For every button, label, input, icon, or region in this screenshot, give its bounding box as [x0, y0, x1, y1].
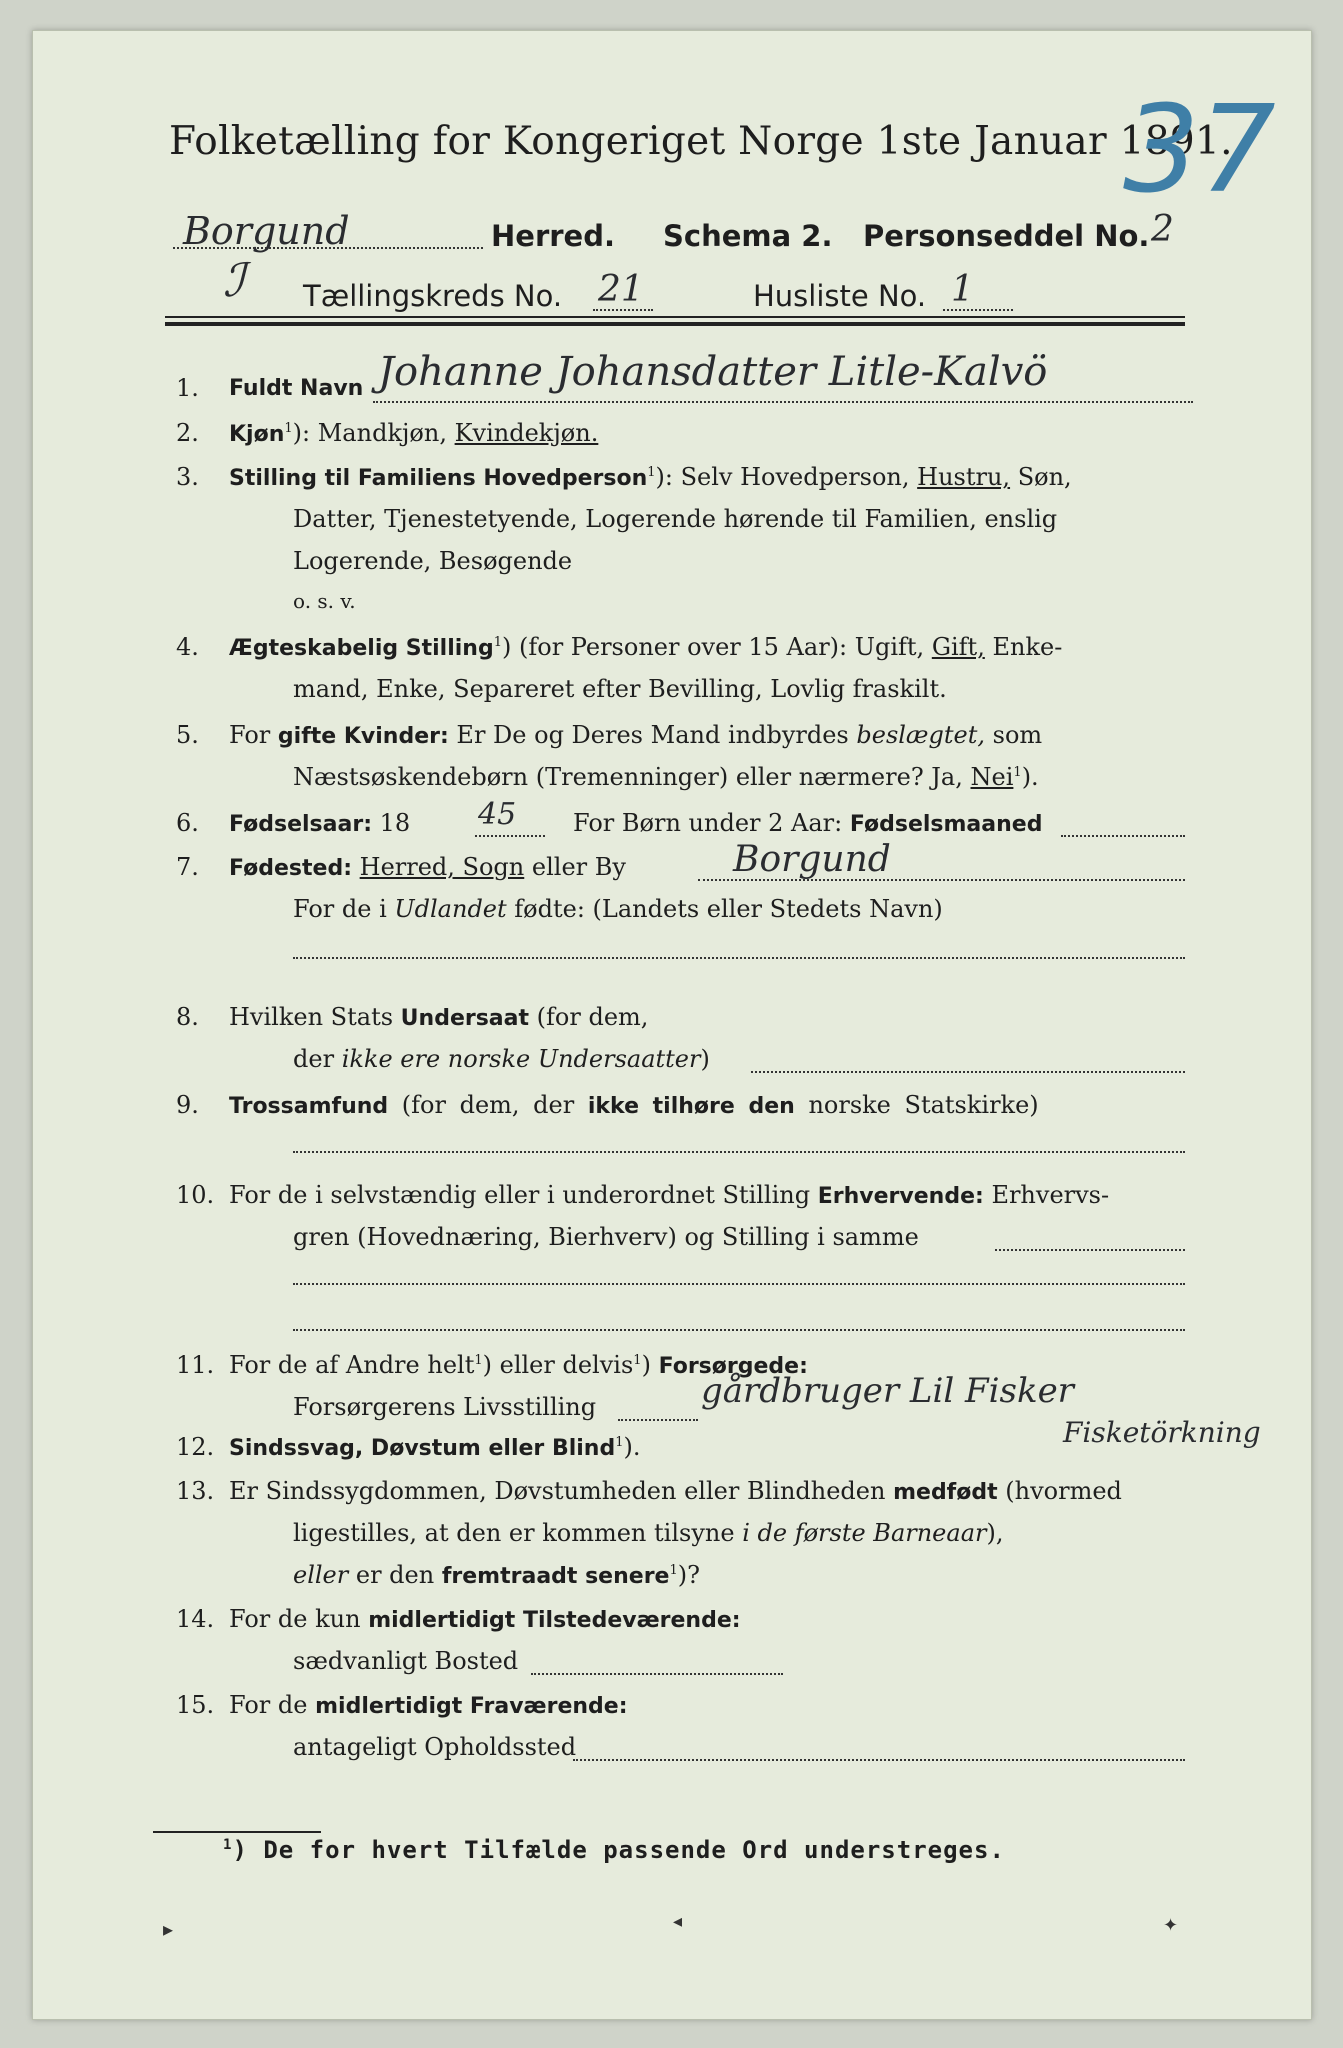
- q12-end: ).: [623, 1433, 641, 1461]
- q4-text-a: ) (for Personer over 15 Aar): Ugift,: [502, 633, 925, 661]
- q6-year-prefix: 18: [379, 809, 411, 837]
- q8-line1: [229, 1003, 648, 1031]
- q3-line4: o. s. v.: [293, 589, 356, 613]
- q7-foreign-dotline: [293, 957, 1185, 959]
- q2-option-kvindekjon: Kvindekjøn.: [454, 419, 599, 447]
- q1-number: 1.: [176, 374, 199, 402]
- q9-dotline: [293, 1151, 1185, 1153]
- husliste-label: Husliste No.: [753, 279, 927, 313]
- footnote: [223, 1836, 1005, 1864]
- q14-line2: sædvanligt Bosted: [293, 1647, 519, 1675]
- q11-sup-b: 1: [633, 1353, 642, 1368]
- q3-text-b: Søn,: [1017, 463, 1072, 491]
- q11-provider-answer: gårdbruger Lil Fisker: [701, 1371, 1074, 1411]
- q15-number: 15.: [176, 1691, 215, 1719]
- q7-italic: Udlandet: [394, 895, 507, 923]
- q10-line2: gren (Hovednæring, Bierhverv) og Stilling i samme: [293, 1223, 919, 1251]
- q6-text: For Børn under 2 Aar:: [573, 809, 843, 837]
- q11-text-b: ) eller delvis: [482, 1351, 634, 1379]
- herred-dotline: [173, 247, 483, 249]
- q6-year-dotline: [475, 835, 545, 837]
- q2-sup: 1: [284, 421, 293, 436]
- q10-dotline-2: [293, 1283, 1185, 1285]
- personseddel-label: Personseddel No.: [863, 219, 1150, 253]
- q7-dotline: [698, 879, 1185, 881]
- q14-line1: [229, 1605, 741, 1633]
- q10-number: 10.: [176, 1181, 215, 1209]
- q7-number: 7.: [176, 853, 199, 881]
- q13-text-a: Er Sindssygdommen, Døvstumheden eller Blindheden: [229, 1477, 886, 1505]
- q10-line1: [229, 1181, 1109, 1209]
- q2-label: Kjøn: [229, 422, 285, 447]
- q11-text-a: For de af Andre helt: [229, 1351, 475, 1379]
- q2-text: ): Mandkjøn,: [292, 419, 447, 447]
- q4-line1: [229, 633, 1062, 661]
- q6-line-b: [573, 809, 1042, 837]
- sheet-number: 37: [1123, 81, 1276, 220]
- q13-text-c: ligestilles, at den er kommen tilsyne: [293, 1519, 735, 1547]
- q7-line1: [229, 853, 626, 881]
- q14-label: midlertidigt Tilstedeværende:: [368, 1608, 741, 1633]
- q13-label2: fremtraadt senere: [441, 1564, 670, 1589]
- q9-line: [229, 1091, 1039, 1119]
- q1-label: Fuldt Navn: [229, 376, 364, 401]
- q13-text-e: er den: [355, 1561, 435, 1589]
- q13-number: 13.: [176, 1477, 215, 1505]
- q5-option-nei: Nei: [970, 763, 1014, 791]
- q9-text: (for dem, der: [401, 1091, 575, 1119]
- q9-number: 9.: [176, 1091, 199, 1119]
- q5-line1: [229, 721, 1042, 749]
- census-form-sheet: [32, 30, 1312, 2020]
- q3-number: 3.: [176, 463, 199, 491]
- speck-right: ✦: [1163, 1915, 1179, 1936]
- q6-month-dotline: [1061, 835, 1185, 837]
- q10-text-b: Erhvervs-: [991, 1181, 1110, 1209]
- q5-label: gifte Kvinder:: [277, 724, 449, 749]
- q7-text-b: For de i: [293, 895, 387, 923]
- q8-text-c: der: [293, 1045, 335, 1073]
- q4-number: 4.: [176, 633, 199, 661]
- q5-text-e: ).: [1021, 763, 1039, 791]
- q12-line: [229, 1433, 640, 1461]
- q7-birthplace-answer: Borgund: [733, 839, 891, 880]
- q9-text-b: norske Statskirke): [808, 1091, 1039, 1119]
- q4-option-gift: Gift,: [931, 633, 985, 661]
- q13-line1: [229, 1477, 1122, 1505]
- kreds-dotline: [593, 309, 653, 311]
- q1-dotline: [373, 401, 1193, 403]
- kreds-label: Tællingskreds No.: [303, 279, 563, 313]
- q2-number: 2.: [176, 419, 199, 447]
- speck-center: ◂: [673, 1911, 683, 1932]
- q10-dotline-3: [293, 1329, 1185, 1331]
- kreds-flourish: ℐ: [223, 253, 245, 307]
- q11-provider-answer-2: Fisketörkning: [1063, 1416, 1261, 1449]
- q13-label: medfødt: [893, 1480, 998, 1505]
- form-title: Folketælling for Kongeriget Norge 1ste Januar 1891.: [169, 119, 1233, 164]
- q9-label: Trossamfund: [229, 1094, 389, 1119]
- q4-line2: mand, Enke, Separeret efter Bevilling, Lovlig fraskilt.: [293, 675, 947, 703]
- q6-line: [229, 809, 410, 837]
- q10-text-a: For de i selvstændig eller i underordnet Stilling: [229, 1181, 811, 1209]
- q7-option-herred-sogn: Herred, Sogn: [359, 853, 525, 881]
- q6-label2: Fødselsmaaned: [849, 812, 1043, 837]
- speck-left: ▸: [163, 1917, 174, 1941]
- footnote-text: ) De for hvert Tilfælde passende Ord understreges.: [232, 1836, 1005, 1864]
- q7-text-c: fødte: (Landets eller Stedets Navn): [514, 895, 943, 923]
- husliste-dotline: [943, 309, 1013, 311]
- q13-text-b: (hvormed: [1005, 1477, 1122, 1505]
- herred-handwritten: Borgund: [183, 209, 350, 253]
- q3-label: Stilling til Familiens Hovedperson: [229, 466, 648, 491]
- q9-bold: ikke tilhøre den: [587, 1094, 795, 1119]
- q11-text-c: ): [641, 1351, 651, 1379]
- q13-line2: [293, 1519, 1003, 1547]
- schema-label: Schema 2.: [663, 219, 833, 253]
- q6-label: Fødselsaar:: [229, 812, 372, 837]
- q15-line1: [229, 1691, 628, 1719]
- q11-line2: Forsørgerens Livsstilling: [293, 1393, 597, 1421]
- husliste-number: 1: [951, 269, 974, 310]
- q5-sup: 1: [1013, 765, 1022, 780]
- q11-label: Forsørgede:: [658, 1354, 808, 1379]
- footnote-sup: 1: [223, 1837, 233, 1853]
- q11-number: 11.: [176, 1351, 215, 1379]
- header-thick-rule: [165, 322, 1185, 326]
- q12-sup: 1: [615, 1435, 624, 1450]
- q3-line1: [229, 463, 1072, 491]
- q13-line3: [293, 1561, 700, 1589]
- q4-sup: 1: [493, 635, 503, 650]
- q5-line2: [293, 763, 1039, 791]
- q13-italic: i de første Barneaar: [742, 1519, 987, 1547]
- herred-label: Herred.: [491, 219, 615, 253]
- q2-line: [229, 419, 598, 447]
- q6-year-answer: 45: [478, 797, 517, 832]
- q4-label: Ægteskabelig Stilling: [229, 636, 494, 661]
- q14-number: 14.: [176, 1605, 215, 1633]
- q8-text-d: ): [700, 1045, 710, 1073]
- q3-option-hustru: Hustru,: [917, 463, 1011, 491]
- q5-text-c: som: [992, 721, 1043, 749]
- personseddel-number: 2: [1151, 209, 1174, 250]
- q8-text-b: (for dem,: [536, 1003, 649, 1031]
- q13-italic-eller: eller: [293, 1561, 349, 1589]
- q12-label: Sindssvag, Døvstum eller Blind: [229, 1436, 616, 1461]
- q3-text-a: ): Selv Hovedperson,: [655, 463, 910, 491]
- q14-text-a: For de kun: [229, 1605, 361, 1633]
- footnote-rule: [153, 1831, 321, 1833]
- q5-text-a: For: [229, 721, 271, 749]
- q12-number: 12.: [176, 1433, 215, 1461]
- header-thin-rule: [165, 316, 1185, 318]
- q14-dotline: [531, 1673, 783, 1675]
- q8-label: Undersaat: [400, 1006, 530, 1031]
- q15-line2: antageligt Opholdssted: [293, 1733, 577, 1761]
- q6-number: 6.: [176, 809, 199, 837]
- q13-text-d: ),: [986, 1519, 1004, 1547]
- q11-dotline: [618, 1419, 698, 1421]
- q7-label: Fødested:: [229, 856, 352, 881]
- kreds-number: 21: [598, 269, 644, 310]
- q5-text-b: Er De og Deres Mand indbyrdes: [456, 721, 849, 749]
- q15-dotline: [573, 1759, 1185, 1761]
- q3-sup: 1: [647, 465, 656, 480]
- q8-dotline: [751, 1071, 1185, 1073]
- q8-number: 8.: [176, 1003, 199, 1031]
- q4-text-b: Enke-: [992, 633, 1063, 661]
- q15-text-a: For de: [229, 1691, 308, 1719]
- q5-text-d: Næstsøskendebørn (Tremenninger) eller nærmere? Ja,: [293, 763, 963, 791]
- q13-sup: 1: [669, 1563, 678, 1578]
- q1-name-answer: Johanne Johansdatter Litle-Kalvö: [378, 349, 1048, 395]
- q3-line2: Datter, Tjenestetyende, Logerende hørende til Familien, enslig: [293, 505, 1058, 533]
- q7-text: eller By: [531, 853, 626, 881]
- q11-sup-a: 1: [474, 1353, 483, 1368]
- q5-italic: beslægtet,: [856, 721, 985, 749]
- q10-label: Erhvervende:: [817, 1184, 984, 1209]
- q13-text-f: )?: [677, 1561, 700, 1589]
- q3-line3: Logerende, Besøgende: [293, 547, 573, 575]
- q10-dotline-1: [995, 1249, 1185, 1251]
- q8-line2: [293, 1045, 710, 1073]
- q8-italic: ikke ere norske Undersaatter: [341, 1045, 701, 1073]
- q15-label: midlertidigt Fraværende:: [315, 1694, 628, 1719]
- q5-number: 5.: [176, 721, 199, 749]
- q7-line2: [293, 895, 943, 923]
- q8-text-a: Hvilken Stats: [229, 1003, 394, 1031]
